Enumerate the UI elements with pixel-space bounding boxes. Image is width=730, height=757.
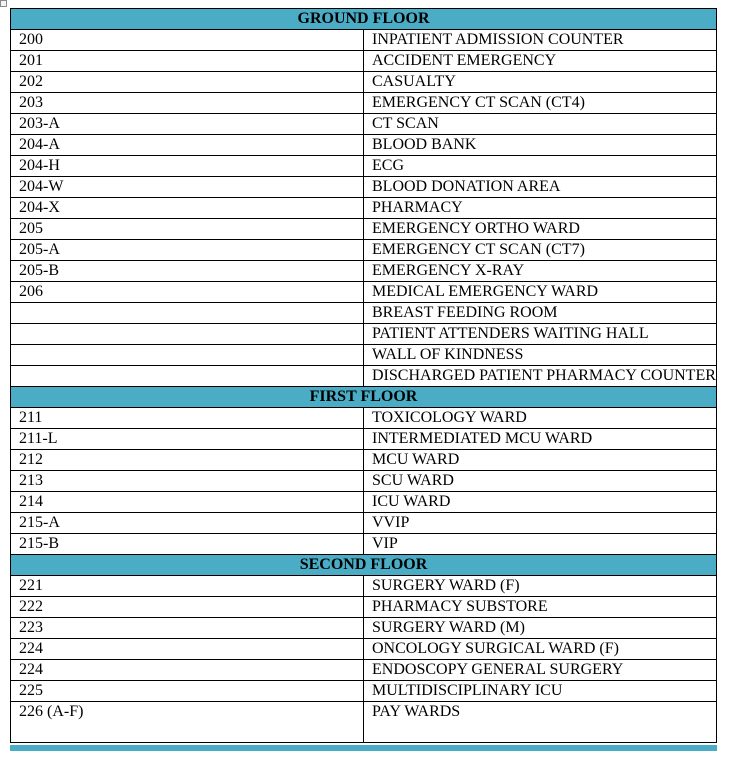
table-row — [11, 702, 717, 743]
table-row — [11, 618, 717, 639]
table-row — [11, 156, 717, 177]
table-row — [11, 282, 717, 303]
room-number-cell: 205-A — [11, 240, 364, 261]
room-number-cell: 202 — [11, 72, 364, 93]
department-name-cell: ICU WARD — [364, 492, 717, 513]
table-row — [11, 597, 717, 618]
table-row — [11, 408, 717, 429]
floor-header-row — [11, 555, 717, 576]
room-number-cell: 226 (A-F) — [11, 702, 364, 743]
table-row — [11, 72, 717, 93]
department-name-cell: EMERGENCY ORTHO WARD — [364, 219, 717, 240]
department-name-cell: INPATIENT ADMISSION COUNTER — [364, 30, 717, 51]
department-name-cell: MULTIDISCIPLINARY ICU — [364, 681, 717, 702]
department-name-cell: PHARMACY SUBSTORE — [364, 597, 717, 618]
room-number-cell: 205-B — [11, 261, 364, 282]
department-name-cell: BREAST FEEDING ROOM — [364, 303, 717, 324]
floor-header-row — [11, 9, 717, 30]
room-number-cell: 224 — [11, 639, 364, 660]
department-name-cell: ONCOLOGY SURGICAL WARD (F) — [364, 639, 717, 660]
table-row — [11, 660, 717, 681]
table-row — [11, 471, 717, 492]
room-number-cell — [11, 303, 364, 324]
room-number-cell: 224 — [11, 660, 364, 681]
department-name-cell: SCU WARD — [364, 471, 717, 492]
department-name-cell: PAY WARDS — [364, 702, 717, 743]
room-number-cell: 214 — [11, 492, 364, 513]
room-number-cell — [11, 324, 364, 345]
table-row — [11, 345, 717, 366]
department-name-cell: SURGERY WARD (F) — [364, 576, 717, 597]
room-number-cell: 211-L — [11, 429, 364, 450]
table-row — [11, 198, 717, 219]
floor-header-row — [11, 387, 717, 408]
room-number-cell: 215-B — [11, 534, 364, 555]
room-number-cell: 203 — [11, 93, 364, 114]
department-name-cell: INTERMEDIATED MCU WARD — [364, 429, 717, 450]
department-name-cell: ENDOSCOPY GENERAL SURGERY — [364, 660, 717, 681]
room-number-cell: 222 — [11, 597, 364, 618]
table-row — [11, 51, 717, 72]
department-name-cell: DISCHARGED PATIENT PHARMACY COUNTER — [364, 366, 717, 387]
table-row — [11, 513, 717, 534]
department-name-cell: VIP — [364, 534, 717, 555]
department-name-cell: BLOOD DONATION AREA — [364, 177, 717, 198]
room-number-cell: 204-X — [11, 198, 364, 219]
floor-header: FIRST FLOOR — [11, 387, 717, 408]
table-row — [11, 681, 717, 702]
table-row — [11, 240, 717, 261]
floor-header: GROUND FLOOR — [11, 9, 717, 30]
room-number-cell: 206 — [11, 282, 364, 303]
table-row — [11, 261, 717, 282]
department-name-cell: EMERGENCY X-RAY — [364, 261, 717, 282]
department-name-cell: CT SCAN — [364, 114, 717, 135]
department-name-cell: VVIP — [364, 513, 717, 534]
table-row — [11, 324, 717, 345]
department-name-cell: CASUALTY — [364, 72, 717, 93]
department-name-cell: MCU WARD — [364, 450, 717, 471]
room-number-cell: 215-A — [11, 513, 364, 534]
room-number-cell: 212 — [11, 450, 364, 471]
department-name-cell: ECG — [364, 156, 717, 177]
table-row — [11, 639, 717, 660]
table-row — [11, 135, 717, 156]
next-section-header-band — [10, 745, 717, 751]
department-name-cell: TOXICOLOGY WARD — [364, 408, 717, 429]
table-move-handle-icon[interactable] — [0, 0, 7, 7]
department-name-cell: MEDICAL EMERGENCY WARD — [364, 282, 717, 303]
floor-header: SECOND FLOOR — [11, 555, 717, 576]
table-row — [11, 366, 717, 387]
room-number-cell — [11, 366, 364, 387]
department-name-cell: EMERGENCY CT SCAN (CT4) — [364, 93, 717, 114]
table-row — [11, 450, 717, 471]
table-row — [11, 303, 717, 324]
department-name-cell: SURGERY WARD (M) — [364, 618, 717, 639]
room-number-cell: 225 — [11, 681, 364, 702]
room-number-cell: 203-A — [11, 114, 364, 135]
table-body — [11, 9, 717, 743]
room-number-cell: 213 — [11, 471, 364, 492]
department-name-cell: EMERGENCY CT SCAN (CT7) — [364, 240, 717, 261]
room-number-cell: 223 — [11, 618, 364, 639]
table-row — [11, 576, 717, 597]
department-name-cell: WALL OF KINDNESS — [364, 345, 717, 366]
department-name-cell: ACCIDENT EMERGENCY — [364, 51, 717, 72]
table-row — [11, 219, 717, 240]
table-row — [11, 534, 717, 555]
table-row — [11, 93, 717, 114]
table-row — [11, 177, 717, 198]
room-number-cell: 204-H — [11, 156, 364, 177]
table-row — [11, 492, 717, 513]
department-name-cell: PHARMACY — [364, 198, 717, 219]
table-row — [11, 114, 717, 135]
room-number-cell: 211 — [11, 408, 364, 429]
room-number-cell: 200 — [11, 30, 364, 51]
room-number-cell: 204-A — [11, 135, 364, 156]
department-name-cell: BLOOD BANK — [364, 135, 717, 156]
department-name-cell: PATIENT ATTENDERS WAITING HALL — [364, 324, 717, 345]
room-number-cell: 205 — [11, 219, 364, 240]
room-number-cell: 204-W — [11, 177, 364, 198]
floor-directory-table — [10, 8, 717, 743]
table-row — [11, 30, 717, 51]
room-number-cell — [11, 345, 364, 366]
table-row — [11, 429, 717, 450]
room-number-cell: 221 — [11, 576, 364, 597]
room-number-cell: 201 — [11, 51, 364, 72]
